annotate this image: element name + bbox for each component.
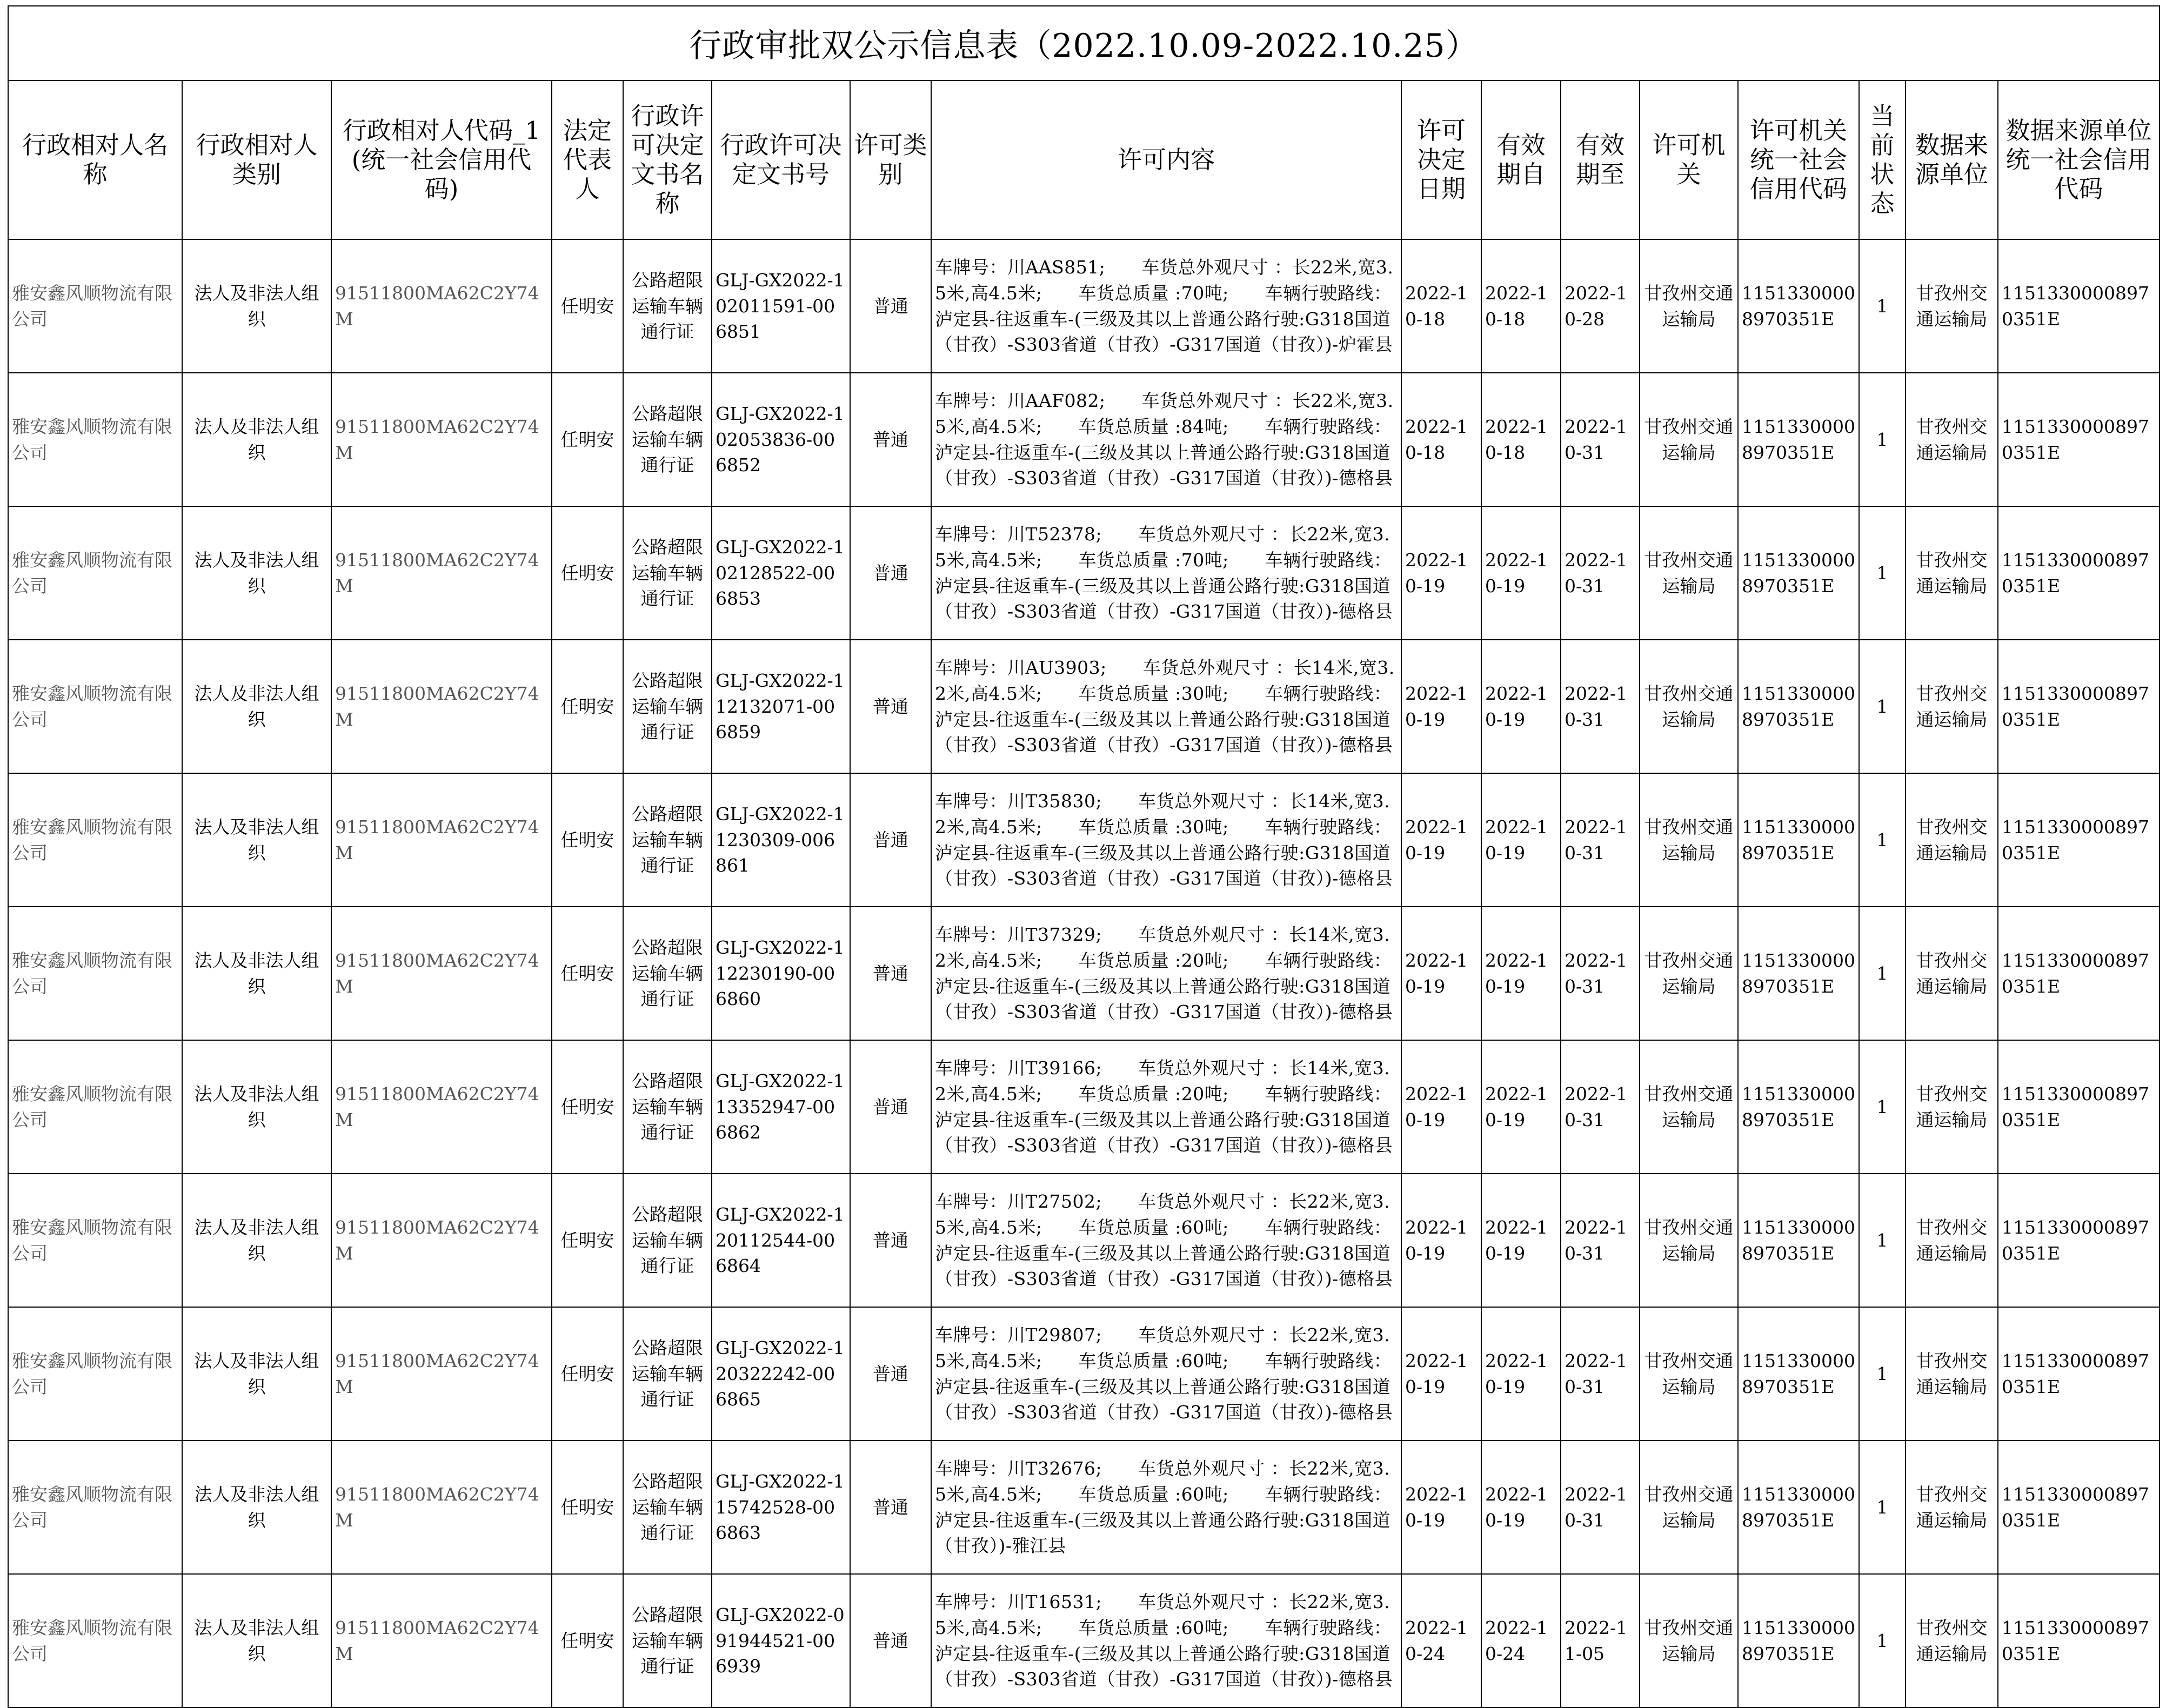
cell-valid-to: 2022-10-31 — [1561, 1174, 1640, 1307]
cell-type: 法人及非法人组织 — [182, 506, 331, 640]
cell-legal-rep: 任明安 — [552, 773, 623, 907]
cell-valid-from: 2022-10-19 — [1481, 907, 1561, 1040]
cell-valid-from: 2022-10-19 — [1481, 506, 1561, 640]
cell-doc-name: 公路超限运输车辆通行证 — [623, 907, 712, 1040]
cell-authority-code: 11513300008970351E — [1738, 239, 1859, 373]
cell-credit-code: 91511800MA62C2Y74M — [331, 1040, 552, 1174]
cell-content: 车牌号：川AAS851; 车货总外观尺寸 ：长22米,宽3.5米,高4.5米; 车货总质量 :70吨; 车辆行驶路线：泸定县-往返重车-(三级及其以上普通公路行驶:G318国道（甘孜）-S303省道（甘孜）-G317国道（甘孜）)-炉霍县 — [931, 239, 1401, 373]
cell-doc-number: GLJ-GX2022-102128522-006853 — [712, 506, 850, 640]
cell-category: 普通 — [850, 907, 931, 1040]
cell-authority-code: 11513300008970351E — [1738, 1441, 1859, 1574]
cell-credit-code: 91511800MA62C2Y74M — [331, 1307, 552, 1441]
column-header: 行政许可决定文书名称 — [623, 81, 712, 239]
cell-doc-number: GLJ-GX2022-091944521-006939 — [712, 1574, 850, 1707]
cell-doc-name: 公路超限运输车辆通行证 — [623, 373, 712, 506]
cell-doc-number: GLJ-GX2022-112132071-006859 — [712, 640, 850, 773]
cell-valid-to: 2022-10-31 — [1561, 1441, 1640, 1574]
cell-valid-to: 2022-10-31 — [1561, 773, 1640, 907]
cell-credit-code: 91511800MA62C2Y74M — [331, 373, 552, 506]
table-row — [8, 1574, 2160, 1707]
cell-name: 雅安鑫风顺物流有限公司 — [8, 239, 182, 373]
cell-authority: 甘孜州交通运输局 — [1640, 1574, 1738, 1707]
approval-disclosure-sheet — [8, 5, 2159, 1708]
cell-legal-rep: 任明安 — [552, 373, 623, 506]
cell-name: 雅安鑫风顺物流有限公司 — [8, 773, 182, 907]
cell-type: 法人及非法人组织 — [182, 1574, 331, 1707]
cell-type: 法人及非法人组织 — [182, 239, 331, 373]
cell-source: 甘孜州交通运输局 — [1906, 1441, 1998, 1574]
cell-doc-name: 公路超限运输车辆通行证 — [623, 1441, 712, 1574]
column-header: 行政相对人名称 — [8, 81, 182, 239]
cell-valid-to: 2022-10-31 — [1561, 907, 1640, 1040]
cell-source-code: 11513300008970351E — [1998, 773, 2160, 907]
cell-credit-code: 91511800MA62C2Y74M — [331, 239, 552, 373]
cell-legal-rep: 任明安 — [552, 506, 623, 640]
cell-doc-name: 公路超限运输车辆通行证 — [623, 1574, 712, 1707]
cell-authority-code: 11513300008970351E — [1738, 1574, 1859, 1707]
cell-doc-number: GLJ-GX2022-115742528-006863 — [712, 1441, 850, 1574]
cell-source: 甘孜州交通运输局 — [1906, 1040, 1998, 1174]
column-header: 当前状态 — [1859, 81, 1906, 239]
cell-legal-rep: 任明安 — [552, 1307, 623, 1441]
cell-content: 车牌号：川T16531; 车货总外观尺寸 ：长22米,宽3.5米,高4.5米; 车货总质量 :60吨; 车辆行驶路线：泸定县-往返重车-(三级及其以上普通公路行驶:G318国道（甘孜）-S303省道（甘孜）-G317国道（甘孜）)-德格县 — [931, 1574, 1401, 1707]
approval-table — [8, 5, 2160, 1708]
cell-category: 普通 — [850, 1040, 931, 1174]
cell-source-code: 11513300008970351E — [1998, 1574, 2160, 1707]
cell-valid-from: 2022-10-19 — [1481, 1307, 1561, 1441]
cell-status: 1 — [1859, 239, 1906, 373]
cell-doc-name: 公路超限运输车辆通行证 — [623, 640, 712, 773]
cell-legal-rep: 任明安 — [552, 1441, 623, 1574]
cell-decision-date: 2022-10-19 — [1401, 1040, 1481, 1174]
cell-type: 法人及非法人组织 — [182, 640, 331, 773]
column-header: 许可决定日期 — [1401, 81, 1481, 239]
column-header: 行政相对人代码_1(统一社会信用代码) — [331, 81, 552, 239]
cell-content: 车牌号：川T35830; 车货总外观尺寸 ：长14米,宽3.2米,高4.5米; 车货总质量 :30吨; 车辆行驶路线：泸定县-往返重车-(三级及其以上普通公路行驶:G318国道（甘孜）-S303省道（甘孜）-G317国道（甘孜）)-德格县 — [931, 773, 1401, 907]
cell-authority: 甘孜州交通运输局 — [1640, 1441, 1738, 1574]
cell-authority: 甘孜州交通运输局 — [1640, 506, 1738, 640]
cell-source-code: 11513300008970351E — [1998, 373, 2160, 506]
cell-source-code: 11513300008970351E — [1998, 1307, 2160, 1441]
cell-doc-name: 公路超限运输车辆通行证 — [623, 773, 712, 907]
cell-authority: 甘孜州交通运输局 — [1640, 640, 1738, 773]
cell-credit-code: 91511800MA62C2Y74M — [331, 773, 552, 907]
cell-category: 普通 — [850, 506, 931, 640]
cell-content: 车牌号：川T37329; 车货总外观尺寸 ：长14米,宽3.2米,高4.5米; 车货总质量 :20吨; 车辆行驶路线：泸定县-往返重车-(三级及其以上普通公路行驶:G318国道（甘孜）-S303省道（甘孜）-G317国道（甘孜）)-德格县 — [931, 907, 1401, 1040]
cell-status: 1 — [1859, 1174, 1906, 1307]
column-header: 数据来源单位统一社会信用代码 — [1998, 81, 2160, 239]
cell-authority-code: 11513300008970351E — [1738, 773, 1859, 907]
cell-source: 甘孜州交通运输局 — [1906, 773, 1998, 907]
cell-name: 雅安鑫风顺物流有限公司 — [8, 1441, 182, 1574]
cell-content: 车牌号：川T52378; 车货总外观尺寸 ：长22米,宽3.5米,高4.5米; 车货总质量 :70吨; 车辆行驶路线：泸定县-往返重车-(三级及其以上普通公路行驶:G318国道（甘孜）-S303省道（甘孜）-G317国道（甘孜）)-德格县 — [931, 506, 1401, 640]
cell-status: 1 — [1859, 373, 1906, 506]
cell-content: 车牌号：川T32676; 车货总外观尺寸 ：长22米,宽3.5米,高4.5米; 车货总质量 :60吨; 车辆行驶路线：泸定县-往返重车-(三级及其以上普通公路行驶:G318国道（甘孜）)-雅江县 — [931, 1441, 1401, 1574]
cell-credit-code: 91511800MA62C2Y74M — [331, 1574, 552, 1707]
cell-source: 甘孜州交通运输局 — [1906, 1174, 1998, 1307]
cell-authority: 甘孜州交通运输局 — [1640, 1307, 1738, 1441]
cell-doc-number: GLJ-GX2022-102053836-006852 — [712, 373, 850, 506]
cell-name: 雅安鑫风顺物流有限公司 — [8, 1574, 182, 1707]
cell-authority-code: 11513300008970351E — [1738, 1174, 1859, 1307]
cell-category: 普通 — [850, 373, 931, 506]
cell-doc-number: GLJ-GX2022-11230309-006861 — [712, 773, 850, 907]
cell-source-code: 11513300008970351E — [1998, 640, 2160, 773]
cell-category: 普通 — [850, 1307, 931, 1441]
cell-decision-date: 2022-10-19 — [1401, 1441, 1481, 1574]
cell-doc-name: 公路超限运输车辆通行证 — [623, 1307, 712, 1441]
cell-source: 甘孜州交通运输局 — [1906, 907, 1998, 1040]
column-header: 行政许可决定文书号 — [712, 81, 850, 239]
cell-source-code: 11513300008970351E — [1998, 239, 2160, 373]
cell-valid-from: 2022-10-19 — [1481, 1174, 1561, 1307]
cell-credit-code: 91511800MA62C2Y74M — [331, 506, 552, 640]
cell-decision-date: 2022-10-19 — [1401, 1307, 1481, 1441]
column-header: 许可内容 — [931, 81, 1401, 239]
cell-authority: 甘孜州交通运输局 — [1640, 239, 1738, 373]
cell-status: 1 — [1859, 773, 1906, 907]
cell-decision-date: 2022-10-19 — [1401, 907, 1481, 1040]
page-title: 行政审批双公示信息表（2022.10.09-2022.10.25） — [8, 6, 2160, 81]
cell-decision-date: 2022-10-18 — [1401, 373, 1481, 506]
cell-valid-from: 2022-10-19 — [1481, 1441, 1561, 1574]
table-row — [8, 1174, 2160, 1307]
cell-source: 甘孜州交通运输局 — [1906, 239, 1998, 373]
cell-authority: 甘孜州交通运输局 — [1640, 1174, 1738, 1307]
cell-legal-rep: 任明安 — [552, 1174, 623, 1307]
cell-category: 普通 — [850, 1574, 931, 1707]
table-row — [8, 1441, 2160, 1574]
cell-content: 车牌号：川T39166; 车货总外观尺寸 ：长14米,宽3.2米,高4.5米; 车货总质量 :20吨; 车辆行驶路线：泸定县-往返重车-(三级及其以上普通公路行驶:G318国道（甘孜）-S303省道（甘孜）-G317国道（甘孜）)-德格县 — [931, 1040, 1401, 1174]
column-header: 法定代表人 — [552, 81, 623, 239]
cell-legal-rep: 任明安 — [552, 1040, 623, 1174]
cell-credit-code: 91511800MA62C2Y74M — [331, 1174, 552, 1307]
column-header: 许可类别 — [850, 81, 931, 239]
cell-valid-from: 2022-10-19 — [1481, 640, 1561, 773]
cell-content: 车牌号：川AAF082; 车货总外观尺寸 ：长22米,宽3.5米,高4.5米; 车货总质量 :84吨; 车辆行驶路线：泸定县-往返重车-(三级及其以上普通公路行驶:G318国道（甘孜）-S303省道（甘孜）-G317国道（甘孜）)-德格县 — [931, 373, 1401, 506]
cell-decision-date: 2022-10-19 — [1401, 506, 1481, 640]
cell-source: 甘孜州交通运输局 — [1906, 373, 1998, 506]
cell-source: 甘孜州交通运输局 — [1906, 640, 1998, 773]
cell-doc-number: GLJ-GX2022-120322242-006865 — [712, 1307, 850, 1441]
column-header: 行政相对人类别 — [182, 81, 331, 239]
cell-decision-date: 2022-10-19 — [1401, 1174, 1481, 1307]
cell-status: 1 — [1859, 907, 1906, 1040]
cell-credit-code: 91511800MA62C2Y74M — [331, 640, 552, 773]
cell-authority-code: 11513300008970351E — [1738, 907, 1859, 1040]
cell-category: 普通 — [850, 1441, 931, 1574]
cell-content: 车牌号：川T27502; 车货总外观尺寸 ：长22米,宽3.5米,高4.5米; 车货总质量 :60吨; 车辆行驶路线：泸定县-往返重车-(三级及其以上普通公路行驶:G318国道（甘孜）-S303省道（甘孜）-G317国道（甘孜）)-德格县 — [931, 1174, 1401, 1307]
cell-decision-date: 2022-10-19 — [1401, 773, 1481, 907]
header-row — [8, 81, 2160, 239]
cell-name: 雅安鑫风顺物流有限公司 — [8, 373, 182, 506]
cell-valid-to: 2022-11-05 — [1561, 1574, 1640, 1707]
cell-authority-code: 11513300008970351E — [1738, 1307, 1859, 1441]
cell-doc-name: 公路超限运输车辆通行证 — [623, 1174, 712, 1307]
column-header: 有效期至 — [1561, 81, 1640, 239]
cell-valid-from: 2022-10-24 — [1481, 1574, 1561, 1707]
cell-doc-name: 公路超限运输车辆通行证 — [623, 1040, 712, 1174]
table-row — [8, 1040, 2160, 1174]
cell-valid-from: 2022-10-18 — [1481, 373, 1561, 506]
table-row — [8, 373, 2160, 506]
column-header: 许可机关 — [1640, 81, 1738, 239]
cell-type: 法人及非法人组织 — [182, 1441, 331, 1574]
column-header: 许可机关统一社会信用代码 — [1738, 81, 1859, 239]
cell-decision-date: 2022-10-18 — [1401, 239, 1481, 373]
cell-valid-from: 2022-10-18 — [1481, 239, 1561, 373]
cell-status: 1 — [1859, 640, 1906, 773]
cell-valid-from: 2022-10-19 — [1481, 773, 1561, 907]
cell-valid-from: 2022-10-19 — [1481, 1040, 1561, 1174]
cell-legal-rep: 任明安 — [552, 1574, 623, 1707]
cell-credit-code: 91511800MA62C2Y74M — [331, 1441, 552, 1574]
table-row — [8, 1307, 2160, 1441]
cell-authority-code: 11513300008970351E — [1738, 640, 1859, 773]
cell-valid-to: 2022-10-31 — [1561, 640, 1640, 773]
column-header: 数据来源单位 — [1906, 81, 1998, 239]
cell-name: 雅安鑫风顺物流有限公司 — [8, 1174, 182, 1307]
cell-content: 车牌号：川T29807; 车货总外观尺寸 ：长22米,宽3.5米,高4.5米; 车货总质量 :60吨; 车辆行驶路线：泸定县-往返重车-(三级及其以上普通公路行驶:G318国道（甘孜）-S303省道（甘孜）-G317国道（甘孜）)-德格县 — [931, 1307, 1401, 1441]
cell-authority-code: 11513300008970351E — [1738, 1040, 1859, 1174]
cell-status: 1 — [1859, 1574, 1906, 1707]
cell-doc-number: GLJ-GX2022-113352947-006862 — [712, 1040, 850, 1174]
cell-authority: 甘孜州交通运输局 — [1640, 773, 1738, 907]
cell-category: 普通 — [850, 773, 931, 907]
cell-authority-code: 11513300008970351E — [1738, 506, 1859, 640]
cell-category: 普通 — [850, 1174, 931, 1307]
cell-name: 雅安鑫风顺物流有限公司 — [8, 1040, 182, 1174]
cell-type: 法人及非法人组织 — [182, 373, 331, 506]
cell-source-code: 11513300008970351E — [1998, 1040, 2160, 1174]
cell-status: 1 — [1859, 1040, 1906, 1174]
cell-source-code: 11513300008970351E — [1998, 1441, 2160, 1574]
cell-content: 车牌号：川AU3903; 车货总外观尺寸 ：长14米,宽3.2米,高4.5米; 车货总质量 :30吨; 车辆行驶路线：泸定县-往返重车-(三级及其以上普通公路行驶:G318国道（甘孜）-S303省道（甘孜）-G317国道（甘孜）)-德格县 — [931, 640, 1401, 773]
cell-status: 1 — [1859, 1307, 1906, 1441]
cell-authority: 甘孜州交通运输局 — [1640, 907, 1738, 1040]
cell-name: 雅安鑫风顺物流有限公司 — [8, 1307, 182, 1441]
cell-valid-to: 2022-10-31 — [1561, 1040, 1640, 1174]
table-row — [8, 907, 2160, 1040]
cell-source: 甘孜州交通运输局 — [1906, 506, 1998, 640]
cell-status: 1 — [1859, 506, 1906, 640]
cell-valid-to: 2022-10-31 — [1561, 506, 1640, 640]
cell-type: 法人及非法人组织 — [182, 907, 331, 1040]
cell-valid-to: 2022-10-31 — [1561, 373, 1640, 506]
cell-authority: 甘孜州交通运输局 — [1640, 1040, 1738, 1174]
cell-type: 法人及非法人组织 — [182, 1307, 331, 1441]
cell-doc-number: GLJ-GX2022-102011591-006851 — [712, 239, 850, 373]
cell-doc-number: GLJ-GX2022-112230190-006860 — [712, 907, 850, 1040]
cell-name: 雅安鑫风顺物流有限公司 — [8, 506, 182, 640]
cell-doc-name: 公路超限运输车辆通行证 — [623, 506, 712, 640]
cell-doc-number: GLJ-GX2022-120112544-006864 — [712, 1174, 850, 1307]
cell-type: 法人及非法人组织 — [182, 1174, 331, 1307]
cell-type: 法人及非法人组织 — [182, 773, 331, 907]
cell-authority-code: 11513300008970351E — [1738, 373, 1859, 506]
cell-type: 法人及非法人组织 — [182, 1040, 331, 1174]
cell-doc-name: 公路超限运输车辆通行证 — [623, 239, 712, 373]
cell-name: 雅安鑫风顺物流有限公司 — [8, 907, 182, 1040]
cell-legal-rep: 任明安 — [552, 907, 623, 1040]
table-row — [8, 640, 2160, 773]
cell-name: 雅安鑫风顺物流有限公司 — [8, 640, 182, 773]
cell-legal-rep: 任明安 — [552, 640, 623, 773]
cell-category: 普通 — [850, 640, 931, 773]
cell-source: 甘孜州交通运输局 — [1906, 1574, 1998, 1707]
cell-authority: 甘孜州交通运输局 — [1640, 373, 1738, 506]
table-row — [8, 239, 2160, 373]
cell-status: 1 — [1859, 1441, 1906, 1574]
cell-source: 甘孜州交通运输局 — [1906, 1307, 1998, 1441]
cell-legal-rep: 任明安 — [552, 239, 623, 373]
cell-decision-date: 2022-10-19 — [1401, 640, 1481, 773]
cell-decision-date: 2022-10-24 — [1401, 1574, 1481, 1707]
table-row — [8, 773, 2160, 907]
cell-credit-code: 91511800MA62C2Y74M — [331, 907, 552, 1040]
column-header: 有效期自 — [1481, 81, 1561, 239]
cell-source-code: 11513300008970351E — [1998, 907, 2160, 1040]
cell-category: 普通 — [850, 239, 931, 373]
cell-source-code: 11513300008970351E — [1998, 506, 2160, 640]
cell-source-code: 11513300008970351E — [1998, 1174, 2160, 1307]
cell-valid-to: 2022-10-28 — [1561, 239, 1640, 373]
cell-valid-to: 2022-10-31 — [1561, 1307, 1640, 1441]
table-row — [8, 506, 2160, 640]
